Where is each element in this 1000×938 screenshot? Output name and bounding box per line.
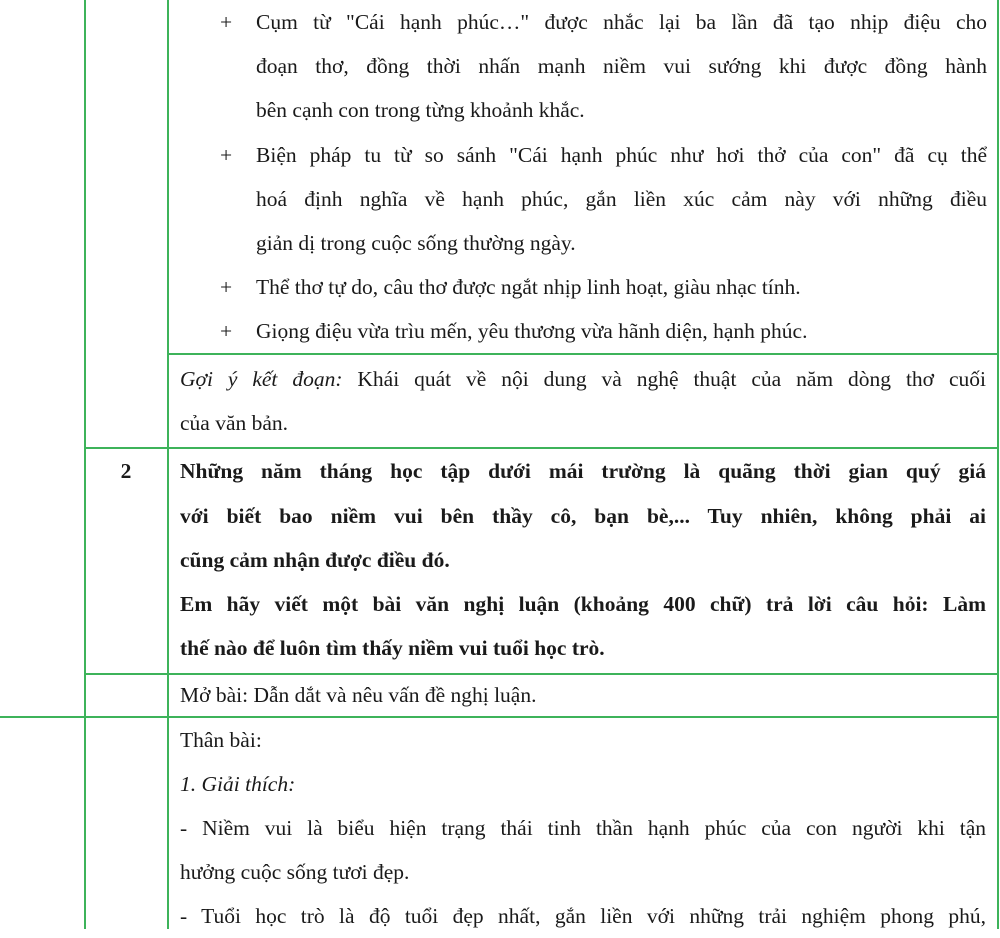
bullet-text: Cụm từ "Cái hạnh phúc…" được nhắc lại ba lần đã tạo nhịp điệu cho xyxy=(256,10,987,34)
body-heading: Thân bài: xyxy=(180,728,262,752)
closing-text: Khái quát về nội dung và nghệ thuật của năm dòng thơ cuối xyxy=(342,367,986,391)
bullet-plus: + xyxy=(220,10,233,34)
bullet-plus: + xyxy=(220,143,233,167)
bullet-text: đoạn thơ, đồng thời nhấn mạnh niềm vui sướng khi được đồng hành xyxy=(256,54,987,78)
bullet-text: bên cạnh con trong từng khoảnh khắc. xyxy=(256,98,585,122)
bullet-text: Giọng điệu vừa trìu mến, yêu thương vừa hãnh diện, hạnh phúc. xyxy=(256,319,808,343)
row-divider xyxy=(167,353,999,355)
question-prompt: với biết bao niềm vui bên thầy cô, bạn bè,... Tuy nhiên, không phải ai xyxy=(180,504,986,528)
bullet-text: Thể thơ tự do, câu thơ được ngắt nhịp linh hoạt, giàu nhạc tính. xyxy=(256,275,801,299)
question-number: 2 xyxy=(120,459,132,483)
table-border-right xyxy=(997,0,999,929)
body-subheading: 1. Giải thích: xyxy=(180,772,296,796)
question-prompt: cũng cảm nhận được điều đó. xyxy=(180,548,450,572)
question-task: thế nào để luôn tìm thấy niềm vui tuổi học trò. xyxy=(180,636,605,660)
closing-suggestion xyxy=(180,357,986,401)
bullet-text: hoá định nghĩa về hạnh phúc, gắn liền xúc cảm này với những điều xyxy=(256,187,987,211)
intro-text: Mở bài: Dẫn dắt và nêu vấn đề nghị luận. xyxy=(180,683,537,707)
table-border-middle xyxy=(167,0,169,929)
question-prompt: Những năm tháng học tập dưới mái trường là quãng thời gian quý giá xyxy=(180,459,986,483)
body-line: - Niềm vui là biểu hiện trạng thái tinh thần hạnh phúc của con người khi tận xyxy=(180,816,986,840)
body-line: - Tuổi học trò là độ tuổi đẹp nhất, gắn liền với những trải nghiệm phong phú, xyxy=(180,904,986,928)
question-task: Em hãy viết một bài văn nghị luận (khoảng 400 chữ) trả lời câu hỏi: Làm xyxy=(180,592,986,616)
bullet-text: giản dị trong cuộc sống thường ngày. xyxy=(256,231,576,255)
closing-label: Gợi ý kết đoạn: xyxy=(180,367,343,391)
bullet-plus: + xyxy=(220,275,233,299)
body-line: hưởng cuộc sống tươi đẹp. xyxy=(180,860,410,884)
bullet-text: Biện pháp tu từ so sánh "Cái hạnh phúc như hơi thở của con" đã cụ thể xyxy=(256,143,987,167)
closing-text-cont: của văn bản. xyxy=(180,411,289,435)
bullet-plus: + xyxy=(220,319,233,343)
